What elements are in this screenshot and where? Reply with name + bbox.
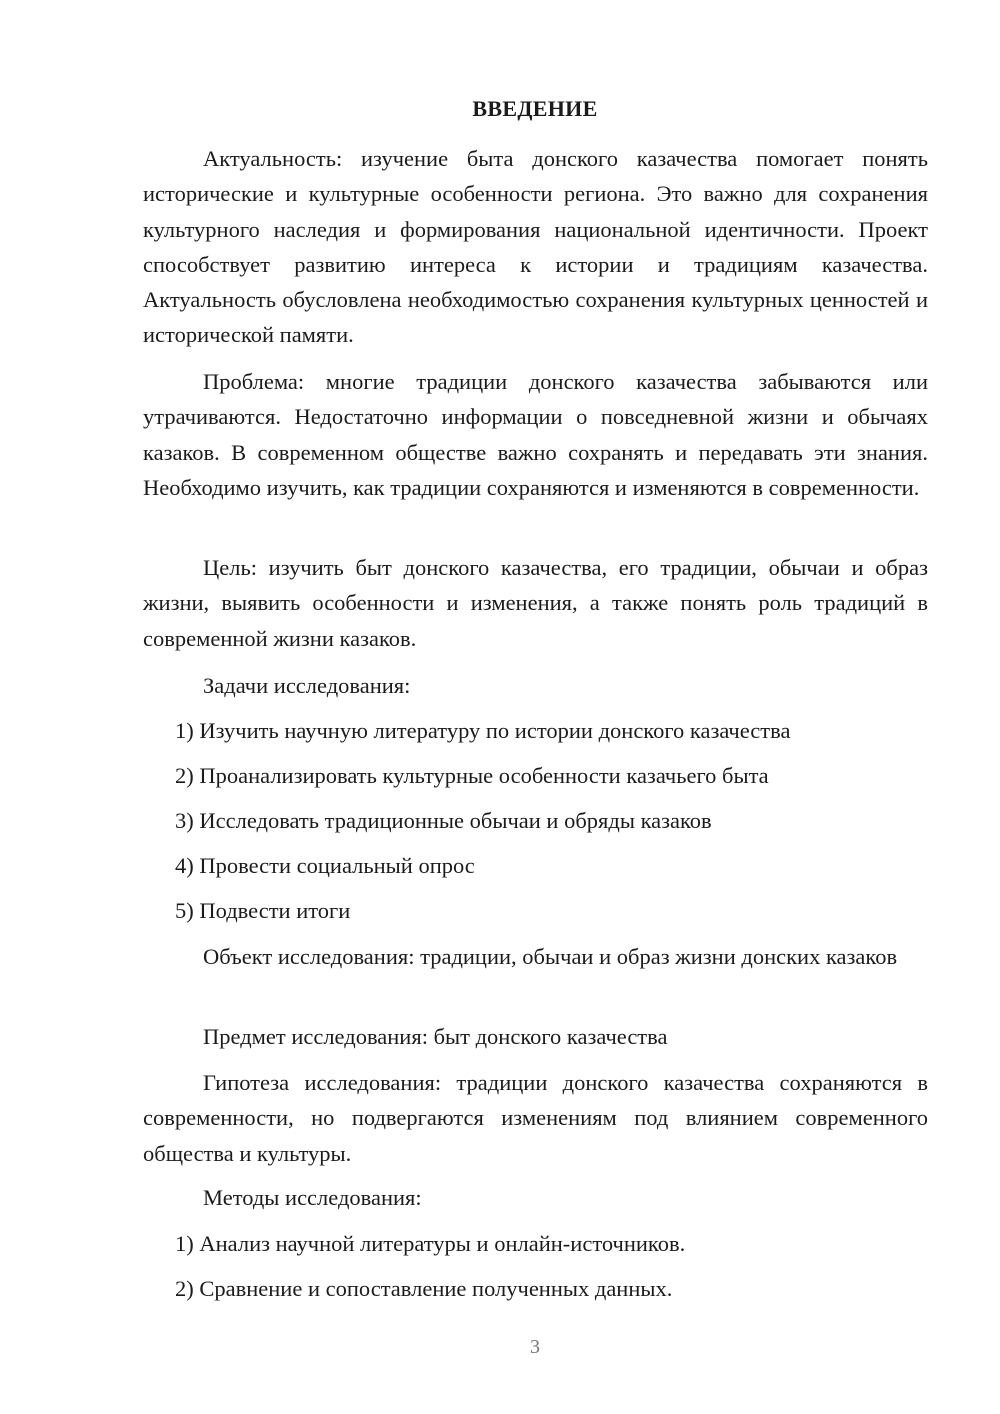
task-item-5: 5) Подвести итоги [175, 898, 351, 923]
subject-paragraph: Предмет исследования: быт донского казачества [203, 1024, 668, 1049]
hypothesis-paragraph: Гипотеза исследования: традиции донского казачества сохраняются в современности, но подвергаются изменениям под влиянием современного общества и культуры. [143, 1070, 928, 1166]
task-item-2: 2) Проанализировать культурные особенности казачьего быта [175, 763, 769, 788]
page-number: 3 [530, 1336, 540, 1358]
problem-paragraph: Проблема: многие традиции донского казачества забываются или утрачиваются. Недостаточно информации о повседневной жизни и обычаях казаков. В современном обществе важно сохранять и передавать эти знания. Необходимо изучить, как традиции сохраняются и изменяются в современности. [143, 369, 928, 500]
object-paragraph: Объект исследования: традиции, обычаи и образ жизни донских казаков [203, 944, 898, 969]
tasks-title: Задачи исследования: [203, 673, 411, 698]
page-heading: ВВЕДЕНИЕ [472, 96, 598, 121]
goal-paragraph: Цель: изучить быт донского казачества, его традиции, обычаи и образ жизни, выявить особенности и изменения, а также понять роль традиций в современной жизни казаков. [143, 555, 928, 651]
task-item-4: 4) Провести социальный опрос [175, 853, 475, 878]
methods-title: Методы исследования: [203, 1185, 422, 1210]
method-item-2: 2) Сравнение и сопоставление полученных данных. [175, 1276, 673, 1301]
task-item-1: 1) Изучить научную литературу по истории донского казачества [175, 718, 791, 743]
task-item-3: 3) Исследовать традиционные обычаи и обряды казаков [175, 808, 712, 833]
relevance-paragraph: Актуальность: изучение быта донского казачества помогает понять исторические и культурные особенности региона. Это важно для сохранения культурного наследия и формирования национальной идентичности. Проект способствует развитию интереса к истории и традициям казачества. Актуальность обусловлена необходимостью сохранения культурных ценностей и исторической памяти. [143, 146, 928, 348]
method-item-1: 1) Анализ научной литературы и онлайн-источников. [175, 1231, 686, 1256]
